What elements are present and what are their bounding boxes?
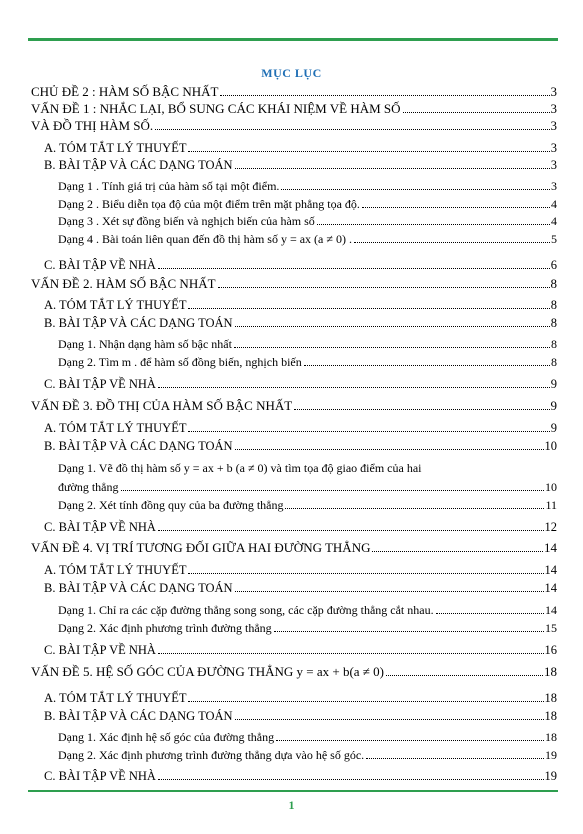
toc-entry-page: 8 [550, 298, 557, 312]
toc-entry-label: B. BÀI TẬP VÀ CÁC DẠNG TOÁN [44, 439, 233, 453]
toc-entry[interactable] [31, 438, 557, 454]
toc-entry-page: 3 [550, 101, 557, 116]
toc-entry[interactable] [31, 768, 557, 784]
toc-entry[interactable] [31, 519, 557, 535]
toc-entry[interactable] [31, 398, 557, 414]
toc-leader-dots [158, 387, 550, 388]
toc-entry-label: Dạng 2 . Biểu diễn tọa độ của một điểm trên mặt phẳng tọa độ. [58, 197, 360, 211]
toc-leader-dots [234, 347, 550, 348]
toc-entry-label: A. TÓM TẮT LÝ THUYẾT [44, 141, 187, 155]
toc-entry-label: VẤN ĐỀ 2. HÀM SỐ BẬC NHẤT [31, 276, 216, 291]
toc-entry[interactable] [31, 580, 557, 596]
toc-entry-label: VẤN ĐỀ 3. ĐỒ THỊ CỦA HÀM SỐ BẬC NHẤT [31, 398, 293, 413]
toc-entry-label: C. BÀI TẬP VỀ NHÀ [44, 769, 156, 783]
toc-leader-dots [274, 631, 544, 632]
toc-entry-page: 12 [544, 520, 557, 534]
toc-leader-dots [188, 431, 549, 432]
toc-entry-label: đường thẳng [58, 480, 119, 494]
toc-entry-label: C. BÀI TẬP VỀ NHÀ [44, 520, 156, 534]
toc-entry-label: C. BÀI TẬP VỀ NHÀ [44, 377, 156, 391]
toc-leader-dots [158, 779, 544, 780]
toc-entry[interactable] [31, 231, 557, 247]
toc-leader-dots [366, 758, 544, 759]
toc-leader-dots [354, 242, 550, 243]
toc-leader-dots [235, 591, 544, 592]
toc-entry-label: Dạng 2. Xác định phương trình đường thẳng [58, 621, 272, 635]
toc-entry-page: 10 [545, 480, 557, 494]
toc-leader-dots [158, 268, 550, 269]
toc-entry[interactable] [31, 642, 557, 658]
toc-entry-page: 10 [544, 439, 557, 453]
toc-entry-label: B. BÀI TẬP VÀ CÁC DẠNG TOÁN [44, 316, 233, 330]
toc-entry-page: 11 [545, 498, 557, 512]
toc-entry-label: B. BÀI TẬP VÀ CÁC DẠNG TOÁN [44, 158, 233, 172]
toc-entry[interactable] [31, 460, 557, 476]
toc-entry-page: 14 [544, 563, 557, 577]
toc-entry[interactable] [31, 101, 557, 117]
toc-entry-label: C. BÀI TẬP VỀ NHÀ [44, 643, 156, 657]
toc-leader-dots [121, 490, 544, 491]
toc-entry-label: Dạng 2. Xét tính đồng quy của ba đường thẳng [58, 498, 284, 512]
page-number: 1 [288, 798, 295, 812]
toc-entry[interactable] [31, 196, 557, 212]
toc-entry[interactable] [31, 84, 557, 100]
toc-leader-dots [188, 308, 549, 309]
toc-entry-page: 19 [545, 748, 557, 762]
toc-entry-label: B. BÀI TẬP VÀ CÁC DẠNG TOÁN [44, 709, 233, 723]
toc-entry[interactable] [31, 276, 557, 292]
toc-entry[interactable] [31, 664, 557, 680]
toc-entry-page: 3 [550, 158, 557, 172]
toc-entry[interactable] [31, 729, 557, 745]
toc-entry-page: 16 [544, 643, 557, 657]
toc-entry-label: C. BÀI TẬP VỀ NHÀ [44, 258, 156, 272]
toc-entry[interactable] [31, 376, 557, 392]
toc-entry-label: A. TÓM TẮT LÝ THUYẾT [44, 563, 187, 577]
toc-entry-page: 8 [551, 337, 557, 351]
toc-entry[interactable] [31, 708, 557, 724]
toc-entry-page: 4 [551, 214, 557, 228]
toc-entry-page: 3 [550, 141, 557, 155]
toc-entry-label: VẤN ĐỀ 5. HỆ SỐ GÓC CỦA ĐƯỜNG THẲNG y = ax + b(a ≠ 0) [31, 664, 385, 679]
toc-entry-label: A. TÓM TẮT LÝ THUYẾT [44, 691, 187, 705]
toc-entry-page: 5 [551, 232, 557, 246]
toc-entry-label: B. BÀI TẬP VÀ CÁC DẠNG TOÁN [44, 581, 233, 595]
toc-entry-page: 14 [545, 603, 557, 617]
toc-leader-dots [403, 112, 550, 113]
toc-entry-page: 15 [545, 621, 557, 635]
toc-leader-dots [362, 207, 550, 208]
toc-entry-label: Dạng 1. Xác định hệ số góc của đường thẳng [58, 730, 275, 744]
toc-entry[interactable] [31, 497, 557, 513]
toc-leader-dots [285, 508, 544, 509]
toc-leader-dots [235, 168, 550, 169]
toc-leader-dots [372, 551, 543, 552]
toc-entry-label: A. TÓM TẮT LÝ THUYẾT [44, 421, 187, 435]
toc-leader-dots [188, 701, 543, 702]
toc-entry-label: Dạng 1. Nhận dạng hàm số bậc nhất [58, 337, 232, 351]
toc-entry[interactable] [31, 420, 557, 436]
toc-entry-page: 3 [550, 118, 557, 133]
toc-entry-label: Dạng 1. Vẽ đồ thị hàm số y = ax + b (a ≠ 0) và tìm tọa độ giao điểm của hai [58, 461, 422, 475]
toc-entry[interactable] [31, 354, 557, 370]
toc-entry[interactable] [31, 297, 557, 313]
toc-entry-label: Dạng 1 . Tính giá trị của hàm số tại một điểm. [58, 179, 280, 193]
toc-entry[interactable] [31, 479, 557, 495]
toc-entry[interactable] [31, 690, 557, 706]
toc-leader-dots [317, 224, 550, 225]
toc-entry-page: 3 [551, 179, 557, 193]
toc-entry[interactable] [31, 118, 557, 134]
toc-entry-label: Dạng 3 . Xét sự đồng biến và nghịch biến của hàm số [58, 214, 315, 228]
toc-entry[interactable] [31, 562, 557, 578]
toc-entry-page: 3 [550, 84, 557, 99]
toc-entry-page: 8 [550, 276, 557, 291]
toc-entry-page: 9 [550, 377, 557, 391]
toc-entry-page: 4 [551, 197, 557, 211]
toc-leader-dots [158, 653, 544, 654]
toc-entry[interactable] [31, 178, 557, 194]
toc-entry-label: Dạng 1. Chỉ ra các cặp đường thẳng song song, các cặp đường thẳng cắt nhau. [58, 603, 434, 617]
toc-leader-dots [281, 189, 550, 190]
toc-entry-label: VẤN ĐỀ 1 : NHẮC LẠI, BỔ SUNG CÁC KHÁI NIỆM VỀ HÀM SỐ [31, 101, 401, 116]
toc-leader-dots [304, 365, 550, 366]
toc-entry-page: 6 [550, 258, 557, 272]
toc-entry-page: 9 [550, 421, 557, 435]
toc-entry-label: CHỦ ĐỀ 2 : HÀM SỐ BẬC NHẤT [31, 84, 219, 99]
toc-leader-dots [235, 449, 544, 450]
toc-leader-dots [155, 129, 549, 130]
bottom-rule [28, 790, 558, 792]
toc-leader-dots [188, 151, 549, 152]
toc-entry-label: Dạng 4 . Bài toán liên quan đến đồ thị hàm số y = ax (a ≠ 0) . [58, 232, 352, 246]
toc-entry-label: A. TÓM TẮT LÝ THUYẾT [44, 298, 187, 312]
toc-leader-dots [188, 573, 543, 574]
toc-entry-page: 19 [544, 769, 557, 783]
toc-entry[interactable] [31, 315, 557, 331]
toc-entry-page: 18 [544, 709, 557, 723]
toc-entry-label: Dạng 2. Tìm m . để hàm số đồng biến, nghịch biến [58, 355, 302, 369]
toc-entry-label: VẤN ĐỀ 4. VỊ TRÍ TƯƠNG ĐỐI GIỮA HAI ĐƯỜNG THẲNG [31, 540, 371, 555]
toc-leader-dots [158, 530, 544, 531]
toc-entry-page: 18 [544, 691, 557, 705]
toc-entry-label: Dạng 2. Xác định phương trình đường thẳng dựa vào hệ số góc. [58, 748, 365, 762]
toc-leader-dots [235, 719, 544, 720]
toc-entry-page: 18 [545, 730, 557, 744]
toc-entry-page: 8 [551, 355, 557, 369]
toc-entry-page: 14 [544, 540, 557, 555]
toc-leader-dots [235, 326, 550, 327]
toc-entry-page: 14 [544, 581, 557, 595]
toc-leader-dots [294, 409, 549, 410]
toc-entry[interactable] [31, 602, 557, 618]
toc-entry-page: 8 [550, 316, 557, 330]
toc-entry[interactable] [31, 157, 557, 173]
toc-entry[interactable] [31, 213, 557, 229]
toc-leader-dots [386, 675, 543, 676]
toc-leader-dots [436, 613, 544, 614]
toc-entry[interactable] [31, 620, 557, 636]
toc-leader-dots [276, 740, 544, 741]
toc-entry[interactable] [31, 140, 557, 156]
toc-entry[interactable] [31, 540, 557, 556]
toc-entry-label: VÀ ĐỒ THỊ HÀM SỐ. [31, 118, 154, 133]
toc-entry[interactable] [31, 257, 557, 273]
toc-entry[interactable] [31, 336, 557, 352]
toc-leader-dots [220, 95, 549, 96]
toc-entry-page: 18 [544, 664, 557, 679]
top-rule [28, 38, 558, 41]
toc-entry[interactable] [31, 747, 557, 763]
toc-leader-dots [218, 287, 550, 288]
page-title: MỤC LỤC [261, 66, 322, 80]
toc-entry-page: 9 [550, 398, 557, 413]
